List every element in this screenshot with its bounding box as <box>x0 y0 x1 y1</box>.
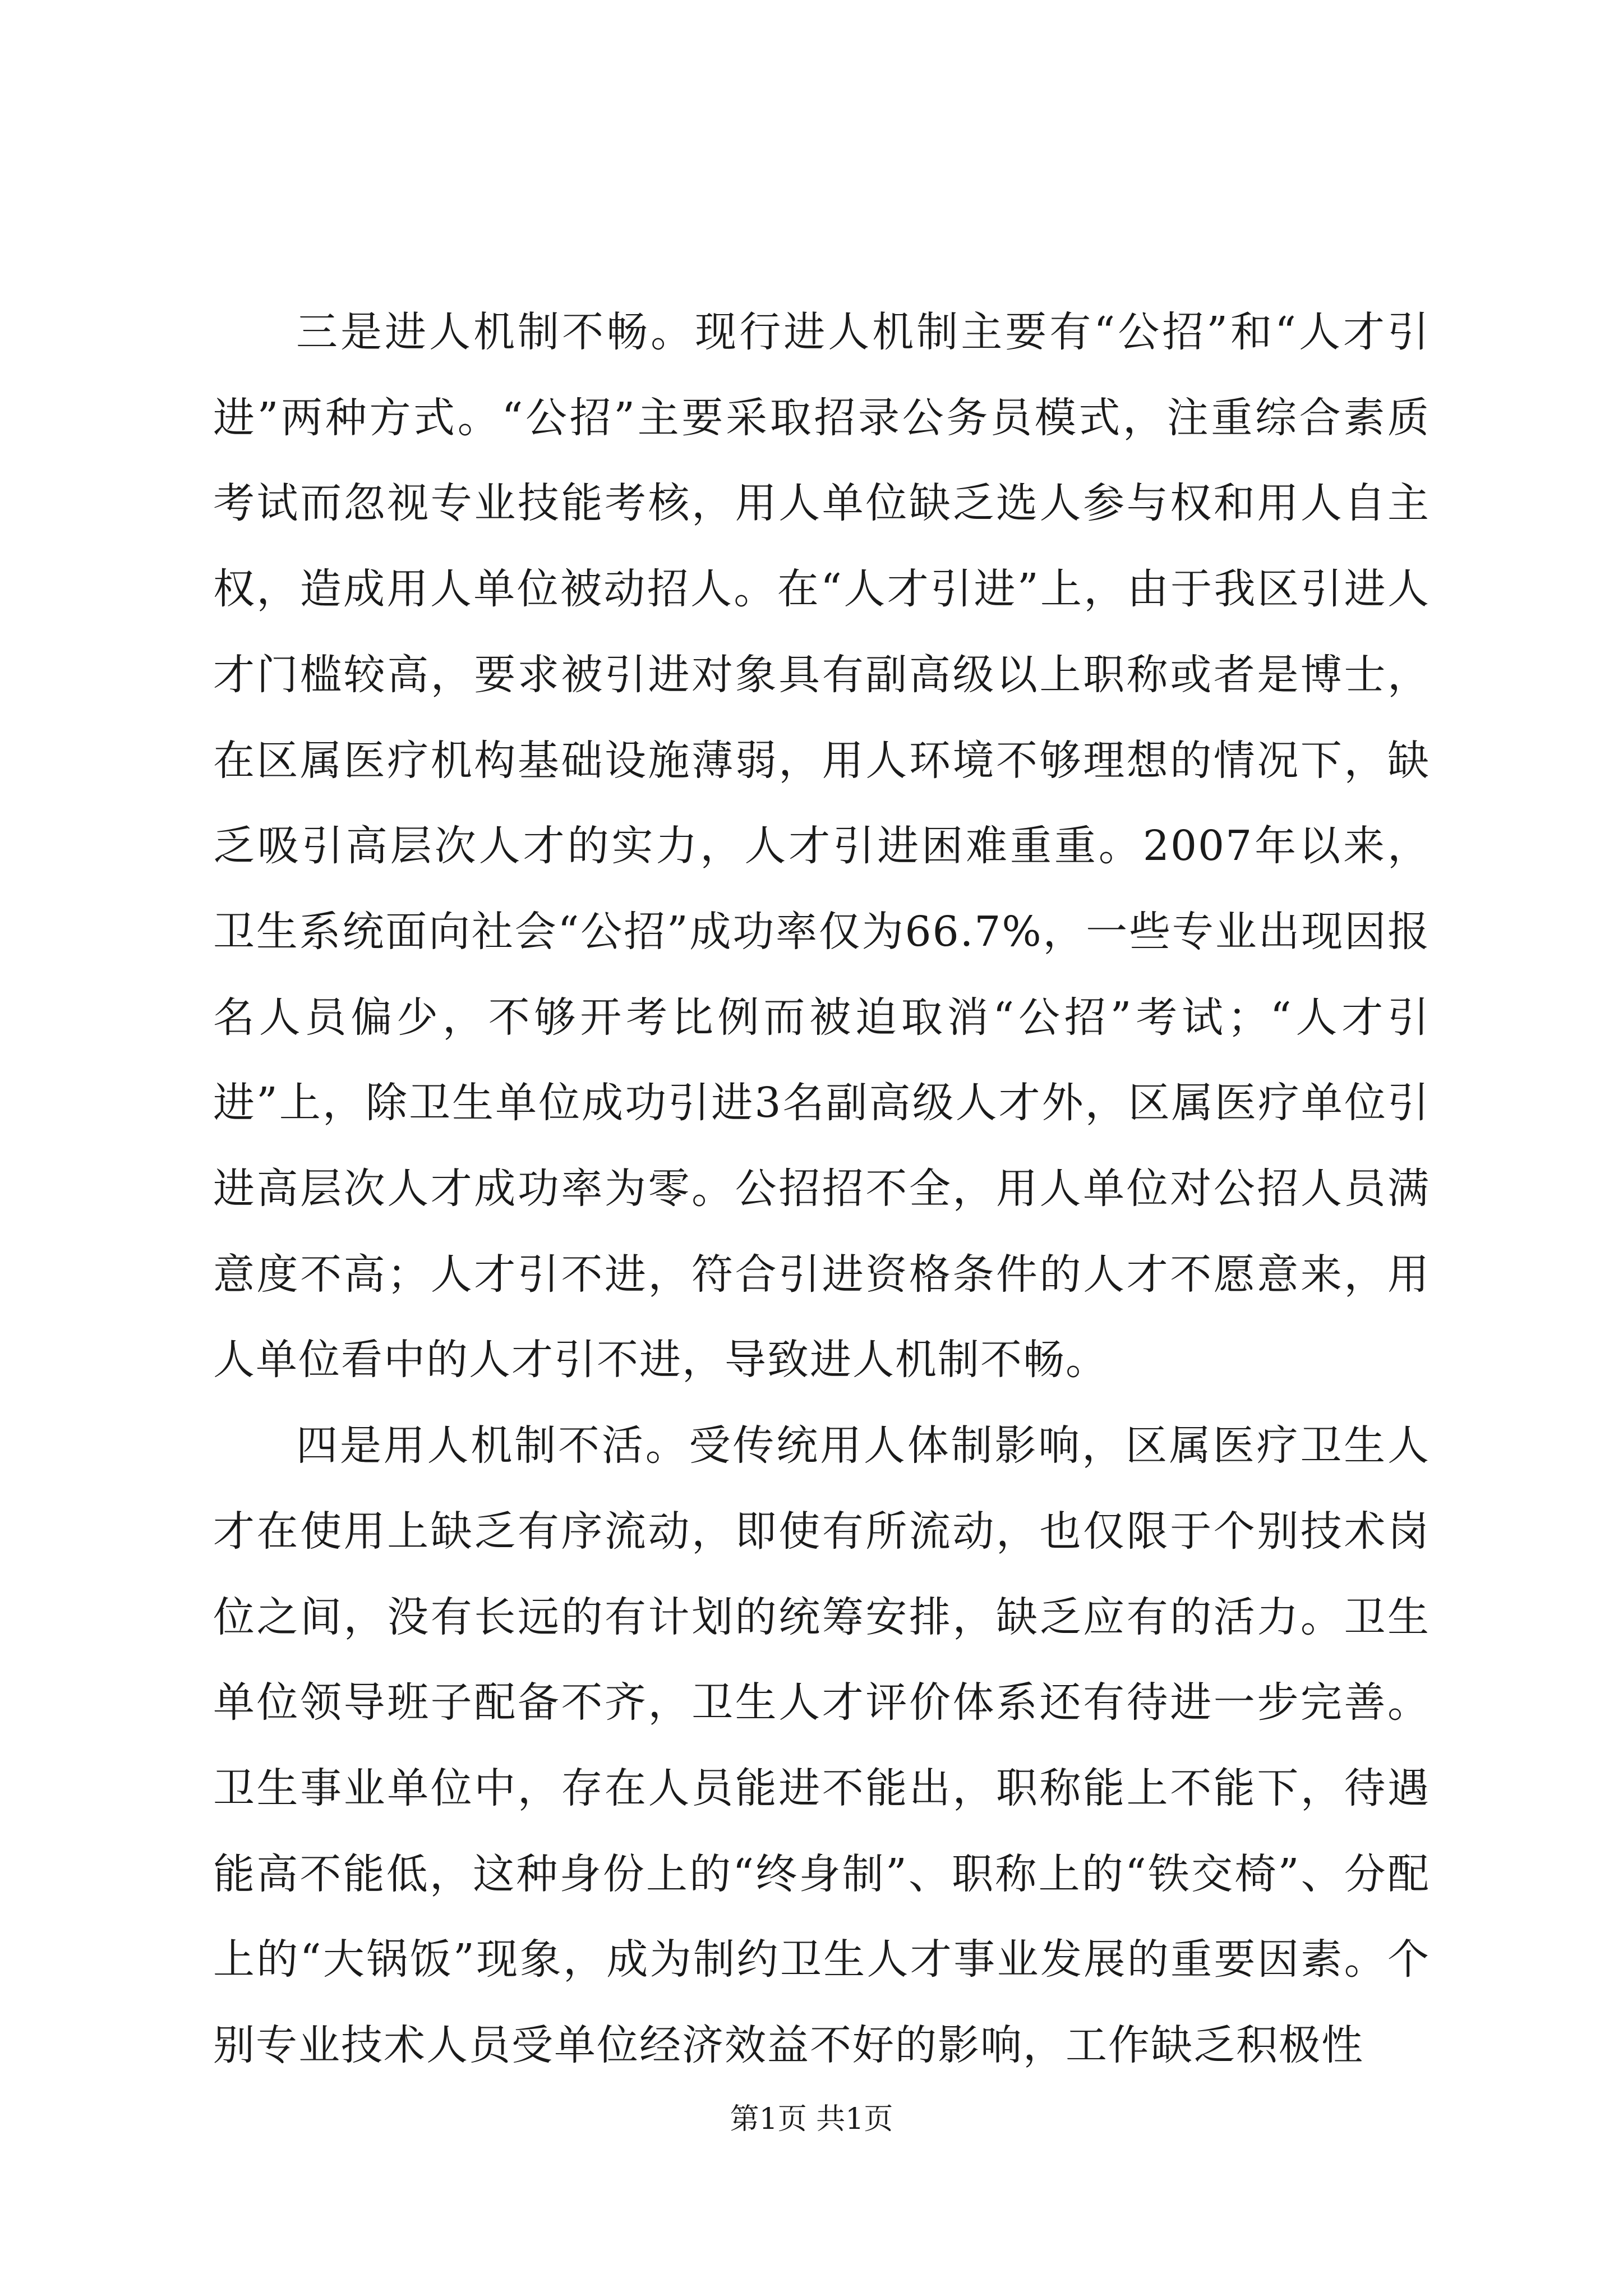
paragraph-employment-mechanism: 四是用人机制不活。受传统用人体制影响，区属医疗卫生人才在使用上缺乏有序流动，即使有所流动，也仅限于个别技术岗位之间，没有长远的有计划的统筹安排，缺乏应有的活力。卫生单位领导班子配备不齐，卫生人才评价体系还有待进一步完善。卫生事业单位中，存在人员能进不能出，职称能上不能下，待遇能高不能低，这种身份上的“终身制”、职称上的“铁交椅”、分配上的“大锅饭”现象，成为制约卫生人才事业发展的重要因素。个别专业技术人员受单位经济效益不好的影响，工作缺乏积极性 <box>213 1421 1430 2070</box>
document-body <box>213 289 1430 2088</box>
page-footer: 第1页 共1页 <box>730 2102 893 2136</box>
paragraph-recruitment-mechanism: 三是进人机制不畅。现行进人机制主要有“公招”和“人才引进”两种方式。“公招”主要采取招录公务员模式，注重综合素质考试而忽视专业技能考核，用人单位缺乏选人参与权和用人自主权，造成用人单位被动招人。在“人才引进”上，由于我区引进人才门槛较高，要求被引进对象具有副高级以上职称或者是博士，在区属医疗机构基础设施薄弱，用人环境不够理想的情况下，缺乏吸引高层次人才的实力，人才引进困难重重。2007年以来，卫生系统面向社会“公招”成功率仅为66.7%，一些专业出现因报名人员偏少，不够开考比例而被迫取消“公招”考试；“人才引进”上，除卫生单位成功引进3名副高级人才外，区属医疗单位引进高层次人才成功率为零。公招招不全，用人单位对公招人员满意度不高；人才引不进，符合引进资格条件的人才不愿意来，用人单位看中的人才引不进，导致进人机制不畅。 <box>213 308 1430 1384</box>
